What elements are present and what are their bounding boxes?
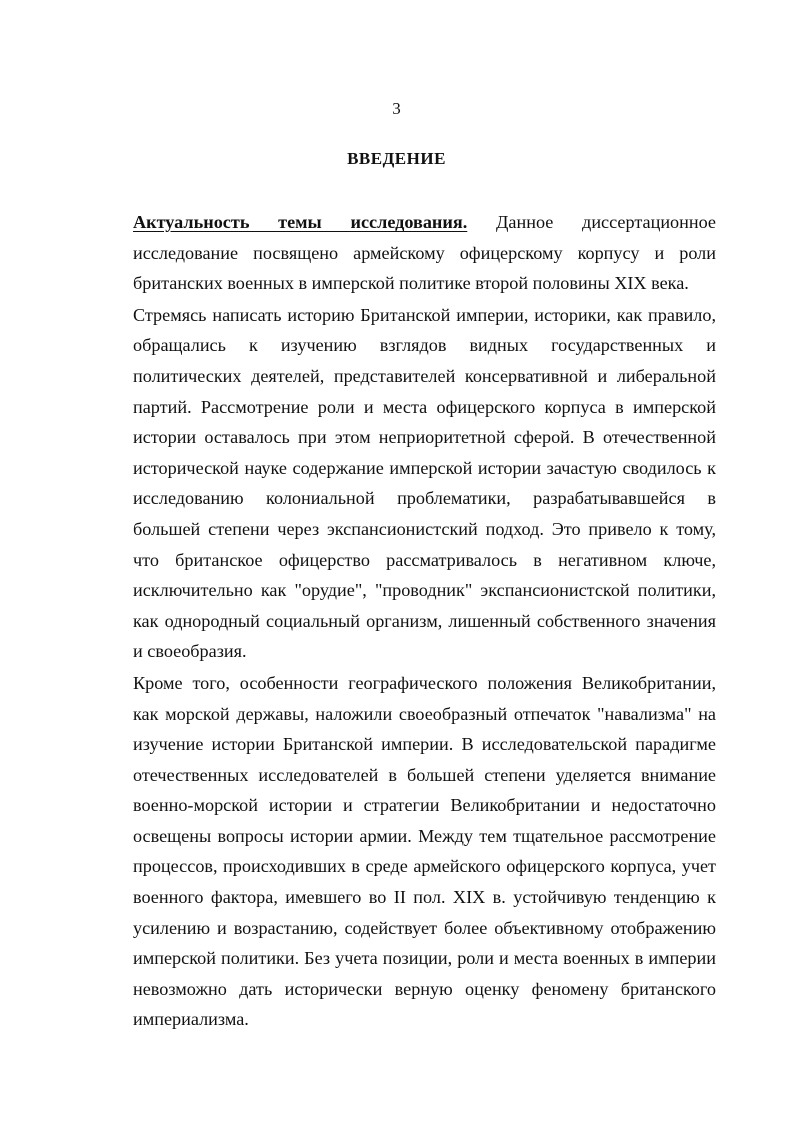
paragraph-1-text: Данное диссертационное исследование посвящено армейскому офицерскому корпусу и роли британских военных в имперской политике второй половины XIX века. [133,212,716,294]
body-text [133,207,716,1036]
section-title: ВВЕДЕНИЕ [347,149,446,168]
paragraph-2: Стремясь написать историю Британской империи, историки, как правило, обращались к изучению взглядов видных государственных и политических деятелей, представителей консервативной и либеральной партий. Рассмотрение роли и места офицерского корпуса в имперской истории оставалось при этом неприоритетной сферой. В отечественной исторической науке содержание имперской истории зачастую сводилось к исследованию колониальной проблематики, разрабатывавшейся в большей степени через экспансионистский подход. Это привело к тому, что британское офицерство рассматривалось в негативном ключе, исключительно как "орудие", "проводник" экспансионистской политики, как однородный социальный организм, лишенный собственного значения и своеобразия. [133,304,716,662]
paragraph-1 [133,207,716,299]
paragraph-1-lead: Актуальность темы исследования. [133,212,468,232]
paragraph-3: Кроме того, особенности географического положения Великобритании, как морской державы, наложили своеобразный отпечаток "навализма" на изучение истории Британской империи. В исследовательской парадигме отечественных исследователей в большей степени уделяется внимание военно-морской истории и стратегии Великобритании и недостаточно освещены вопросы истории армии. Между тем тщательное рассмотрение процессов, происходивших в среде армейского офицерского корпуса, учет военного фактора, имевшего во II пол. XIX в. устойчивую тенденцию к усилению и возрастанию, содействует более объективному отображению имперской политики. Без учета позиции, роли и места военных в империи невозможно дать исторически верную оценку феномену британского империализма. [133,672,716,1030]
page-number: 3 [392,99,401,118]
